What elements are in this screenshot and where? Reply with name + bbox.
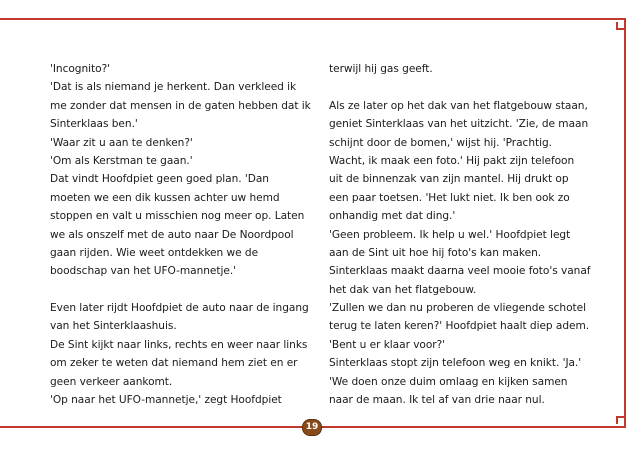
text-line: uit de binnenzak van zijn mantel. Hij drukt op: [329, 173, 569, 186]
text-line: een paar toetsen. 'Het lukt niet. Ik ben ook zo: [329, 191, 570, 204]
text-line: me zonder dat mensen in de gaten hebben dat ik: [50, 99, 311, 112]
text-line: Wacht, ik maak een foto.' Hij pakt zijn telefoon: [329, 154, 575, 167]
text-line: 'Op naar het UFO-mannetje,' zegt Hoofdpiet: [50, 394, 282, 407]
text-line: 'Waar zit u aan te denken?': [50, 136, 193, 149]
text-line: moeten we een dik kussen achter uw hemd: [50, 191, 280, 204]
text-line: 'Bent u er klaar voor?': [329, 338, 446, 351]
text-line: 'Geen probleem. Ik help u wel.' Hoofdpiet legt: [329, 228, 571, 241]
text-line: Sinterklaas maakt daarna veel mooie foto's vanaf: [329, 265, 591, 278]
page-number-badge: 19: [302, 419, 322, 436]
text-line: terwijl hij gas geeft.: [329, 63, 433, 75]
text-line: het dak van het flatgebouw.: [329, 283, 477, 296]
right-text-column: [329, 60, 591, 409]
paragraph-gap: [50, 281, 312, 299]
frame-corner-bottom-inner-ornament: [616, 416, 624, 424]
text-line: Even later rijdt Hoofdpiet de auto naar de ingang: [50, 302, 309, 315]
text-line: stoppen en valt u misschien nog meer op. Laten: [50, 210, 305, 223]
text-line: 'Zullen we dan nu proberen de vliegende schotel: [329, 302, 586, 315]
text-line: Sinterklaas stopt zijn telefoon weg en knikt. 'Ja.': [329, 357, 582, 370]
text-line: geniet Sinterklaas van het uitzicht. 'Zie, de maan: [329, 118, 589, 131]
text-line: gaan rijden. Wie weet ontdekken we de: [50, 246, 259, 259]
left-text-column: [50, 60, 312, 409]
text-line: terug te laten keren?' Hoofdpiet haalt diep adem.: [329, 320, 590, 333]
text-line: De Sint kijkt naar links, rechts en weer naar links: [50, 338, 308, 351]
text-line: 'Dat is als niemand je herkent. Dan verkleed ik: [50, 81, 297, 94]
text-line: 'We doen onze duim omlaag en kijken samen: [329, 375, 568, 388]
text-line: 'Om als Kerstman te gaan.': [50, 154, 193, 167]
text-line: van het Sinterklaashuis.: [50, 320, 177, 333]
frame-right-line: [624, 30, 626, 420]
text-line: boodschap van het UFO-mannetje.': [50, 265, 237, 278]
text-line: Sinterklaas ben.': [50, 118, 138, 131]
text-line: naar de maan. Ik tel af van drie naar nul.: [329, 394, 545, 407]
text-line: geen verkeer aankomt.: [50, 375, 173, 388]
text-line: Als ze later op het dak van het flatgebouw staan,: [329, 99, 588, 112]
text-line: 'Incognito?': [50, 63, 111, 75]
text-line: onhandig met dat ding.': [329, 210, 456, 223]
paragraph-gap: [329, 78, 591, 96]
text-line: we als onszelf met de auto naar De Noordpool: [50, 228, 294, 241]
frame-corner-top-inner-ornament: [616, 22, 624, 30]
text-line: schijnt door de bomen,' wijst hij. 'Prachtig.: [329, 136, 552, 149]
text-line: Dat vindt Hoofdpiet geen goed plan. 'Dan: [50, 173, 269, 186]
text-line: om zeker te weten dat niemand hem ziet en er: [50, 357, 298, 370]
frame-top-line: [0, 18, 626, 20]
text-line: aan de Sint uit hoe hij foto's kan maken.: [329, 246, 542, 259]
